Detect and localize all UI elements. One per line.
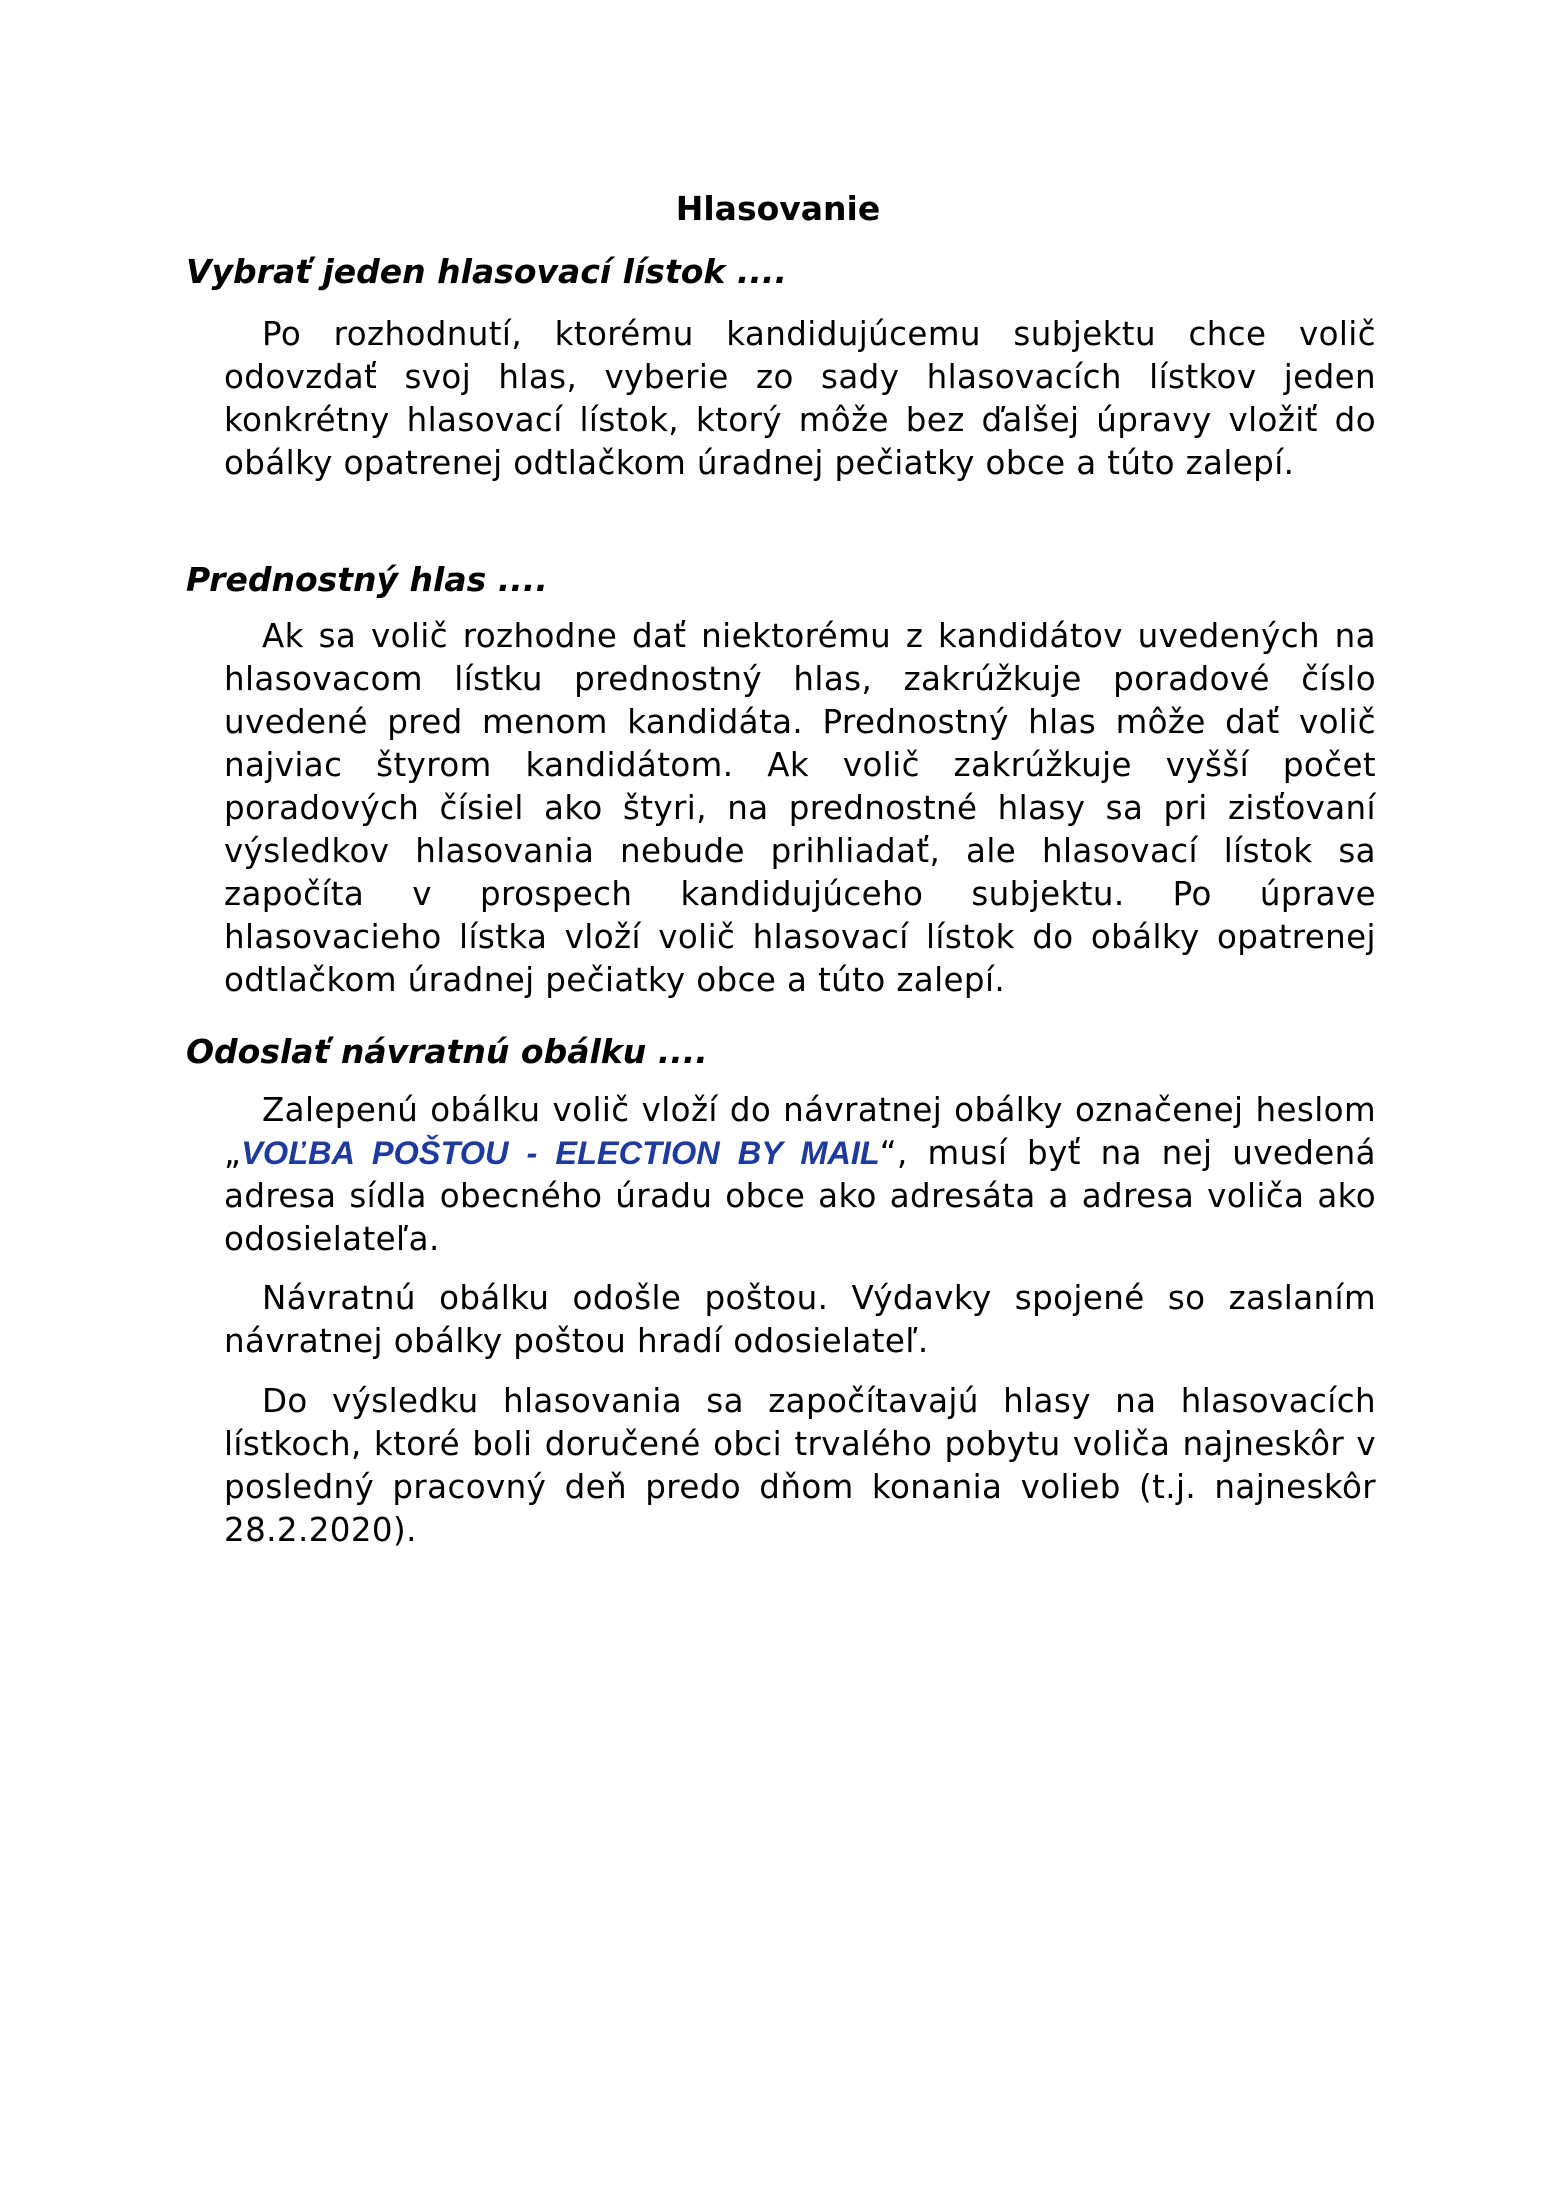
election-by-mail-slogan: VOĽBA POŠTOU - ELECTION BY MAIL <box>241 1135 880 1171</box>
section-heading-preferential-vote: Prednostný hlas .... <box>186 560 548 599</box>
paragraph-text-before: Zalepenú obálku volič vloží do návratnej obálky označenej heslom „ <box>224 1091 1376 1172</box>
section-heading-ballot: Vybrať jeden hlasovací lístok .... <box>186 252 787 291</box>
paragraph-deadline: Do výsledku hlasovania sa započítavajú hlasy na hlasovacích lístkoch, ktoré boli doručené obci trvalého pobytu voliča najneskôr v posledný pracovný deň predo dňom konania volieb (t.j. najneskôr 28.2.2020). <box>224 1382 1376 1549</box>
section-heading-return-envelope: Odoslať návratnú obálku .... <box>186 1032 708 1071</box>
paragraph-text-after: “, musí byť na nej uvedená adresa sídla obecného úradu obce ako adresáta a adresa voliča ako odosielateľa. <box>224 1134 1376 1258</box>
paragraph-postage: Návratnú obálku odošle poštou. Výdavky spojené so zaslaním návratnej obálky poštou hradí odosielateľ. <box>224 1279 1376 1360</box>
page-title: Hlasovanie <box>675 189 881 228</box>
paragraph-ballot: Po rozhodnutí, ktorému kandidujúcemu subjektu chce volič odovzdať svoj hlas, vyberie zo sady hlasovacích lístkov jeden konkrétny hlasovací lístok, ktorý môže bez ďalšej úpravy vložiť do obálky opatrenej odtlačkom úradnej pečiatky obce a túto zalepí. <box>224 315 1376 482</box>
paragraph-return-envelope <box>224 1089 1376 1261</box>
paragraph-preferential-vote: Ak sa volič rozhodne dať niektorému z kandidátov uvedených na hlasovacom lístku prednostný hlas, zakrúžkuje poradové číslo uvedené pred menom kandidáta. Prednostný hlas môže dať volič najviac štyrom kandidátom. Ak volič zakrúžkuje vyšší počet poradových čísiel ako štyri, na prednostné hlasy sa pri zisťovaní výsledkov hlasovania nebude prihliadať, ale hlasovací lístok sa započíta v prospech kandidujúceho subjektu. Po úprave hlasovacieho lístka vloží volič hlasovací lístok do obálky opatrenej odtlačkom úradnej pečiatky obce a túto zalepí. <box>224 617 1376 999</box>
